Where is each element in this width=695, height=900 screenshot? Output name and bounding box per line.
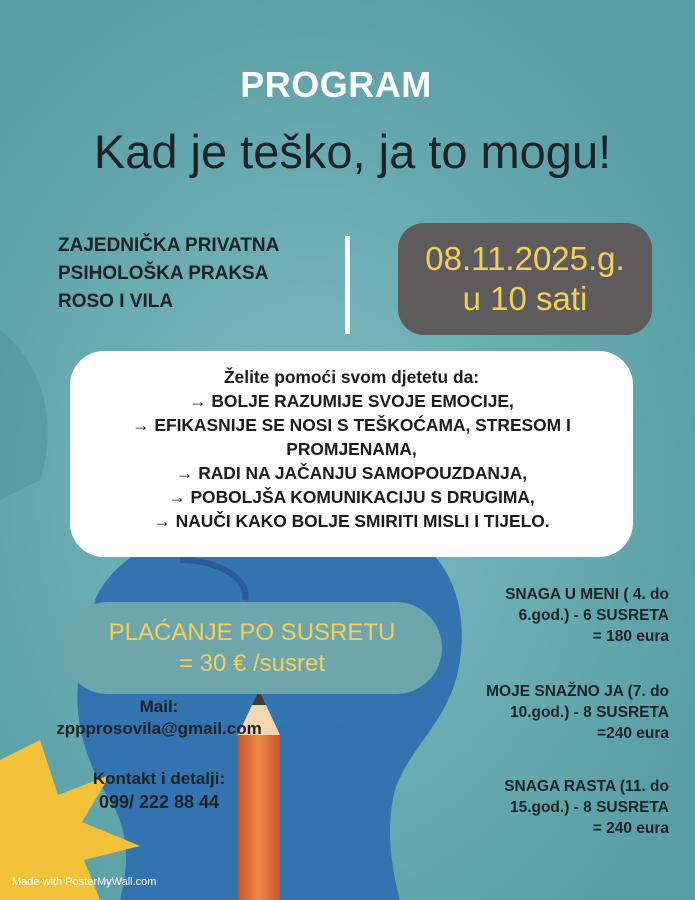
divider: [345, 236, 350, 334]
credit-text[interactable]: Made with PosterMyWall.com: [12, 876, 157, 888]
help-item: PROMJENAMA,: [286, 439, 417, 459]
phone-number[interactable]: 099/ 222 88 44: [98, 792, 220, 812]
event-date: 08.11.2025.g.: [425, 240, 625, 277]
page-title: Kad je teško, ja to mogu!: [93, 125, 612, 178]
event-date-box: [398, 223, 652, 335]
program-line: 10.god.) - 8 SUSRETA: [509, 704, 669, 721]
payment-price: = 30 € /susret: [178, 650, 326, 677]
practice-name: [58, 232, 348, 316]
program-line: SNAGA RASTA (11. do: [504, 778, 669, 795]
contact-label: Kontakt i detalji:: [92, 769, 226, 788]
program-line: SNAGA U MENI ( 4. do: [505, 586, 669, 603]
mail-block: [34, 696, 284, 740]
practice-name-line: ROSO I VILA: [58, 291, 174, 312]
mail-label: Mail:: [139, 697, 179, 716]
contact-block: [34, 768, 284, 813]
practice-name-line: PSIHOLOŠKA PRAKSA: [58, 263, 269, 284]
event-time: u 10 sati: [462, 280, 588, 317]
program-line: 6.god.) - 6 SUSRETA: [518, 607, 669, 624]
program-line: MOJE SNAŽNO JA (7. do: [486, 683, 669, 700]
help-item: → RADI NA JAČANJU SAMOPOUZDANJA,: [175, 463, 528, 483]
program-line: 15.god.) - 8 SUSRETA: [509, 799, 669, 816]
program-price: = 240 eura: [592, 820, 669, 837]
help-item: → POBOLJŠA KOMUNIKACIJU S DRUGIMA,: [168, 487, 535, 507]
help-item: → BOLJE RAZUMIJE SVOJE EMOCIJE,: [189, 391, 514, 411]
payment-title: PLAĆANJE PO SUSRETU: [108, 619, 396, 646]
help-intro: Želite pomoći svom djetetu da:: [223, 367, 480, 387]
program-price: =240 eura: [597, 725, 669, 742]
practice-name-line: ZAJEDNIČKA PRIVATNA: [58, 235, 280, 256]
payment-box: [62, 602, 442, 694]
program-item: [439, 681, 669, 744]
program-price: = 180 eura: [592, 628, 669, 645]
help-item: → EFIKASNIJE SE NOSI S TEŠKOĆAMA, STRESOM I: [132, 415, 571, 435]
help-item: → NAUČI KAKO BOLJE SMIRITI MISLI I TIJELO.: [153, 511, 550, 531]
email-address[interactable]: zppprosovila@gmail.com: [56, 719, 262, 738]
program-label: PROGRAM: [240, 64, 432, 105]
program-item: [439, 776, 669, 839]
help-box: [70, 351, 633, 557]
program-item: [439, 584, 669, 647]
pencil-body: [238, 735, 280, 900]
